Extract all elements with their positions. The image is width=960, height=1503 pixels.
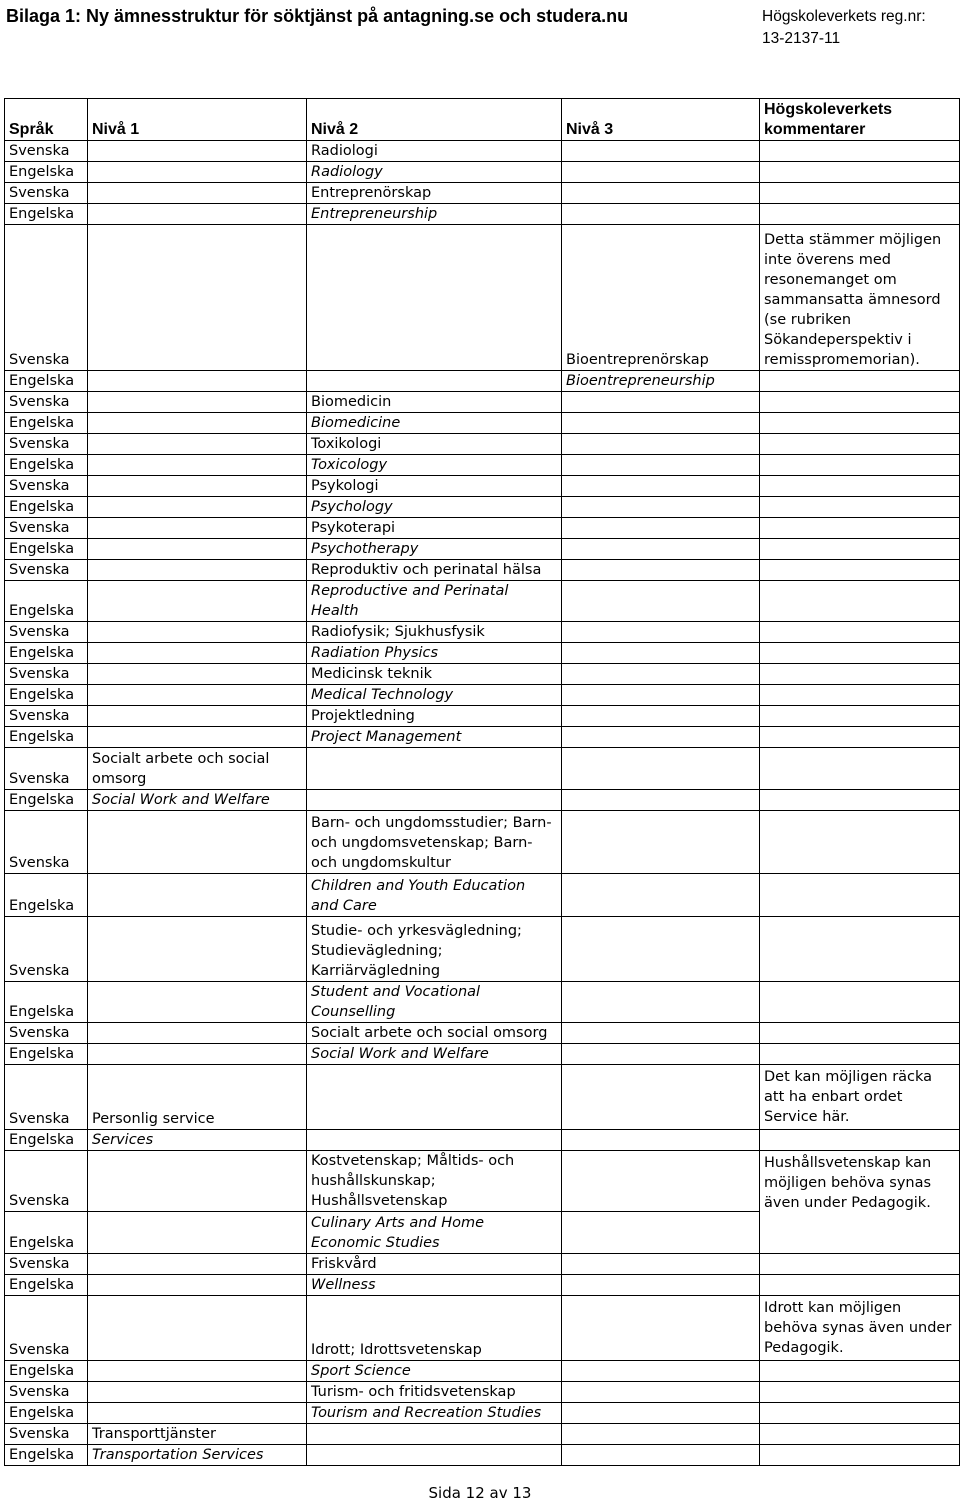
table-row [5,1275,960,1296]
level-1-cell: Transportation Services [88,1445,307,1466]
comment-cell-empty [760,183,960,204]
table-row [5,706,960,727]
page-number: Sida 12 av 13 [428,1484,532,1502]
column-header-level-3: Nivå 3 [562,99,760,141]
language-cell: Engelska [5,1130,88,1151]
level-1-cell [88,874,307,917]
level-3-cell [562,874,760,917]
comment-cell-empty [760,392,960,413]
level-3-cell [562,560,760,581]
level-3-cell [562,790,760,811]
comment-cell-empty [760,622,960,643]
level-3-cell [562,1044,760,1065]
table-row [5,225,960,371]
level-2-cell: Entreprenörskap [307,183,562,204]
level-3-cell [562,497,760,518]
level-3-cell [562,1361,760,1382]
table-row [5,204,960,225]
comment-cell-empty [760,539,960,560]
language-cell: Engelska [5,497,88,518]
level-3-cell: Bioentrepreneurship [562,371,760,392]
level-2-cell: Psykoterapi [307,518,562,539]
comment-cell: Det kan möjligen räcka att ha enbart ordet Service här. [760,1065,960,1130]
comment-cell-empty [760,982,960,1023]
language-cell: Svenska [5,1382,88,1403]
level-3-cell [562,1151,760,1212]
table-row [5,811,960,874]
table-row [5,413,960,434]
comment-cell-empty [760,1130,960,1151]
level-1-cell [88,1044,307,1065]
comment-cell-empty [760,748,960,790]
registration-label: Högskoleverkets reg.nr: [762,8,926,25]
comment-cell-empty [760,497,960,518]
level-1-cell: Social Work and Welfare [88,790,307,811]
level-1-cell: Transporttjänster [88,1424,307,1445]
comment-cell-empty [760,917,960,982]
level-3-cell [562,476,760,497]
level-1-cell [88,518,307,539]
language-cell: Svenska [5,1296,88,1361]
level-3-cell [562,727,760,748]
level-3-cell [562,811,760,874]
level-3-cell [562,706,760,727]
comment-cell-empty [760,1275,960,1296]
level-3-cell [562,581,760,622]
comment-cell-empty [760,1023,960,1044]
level-1-cell [88,560,307,581]
level-1-cell [88,225,307,371]
table-row [5,539,960,560]
table-row [5,1151,960,1212]
level-1-cell [88,1296,307,1361]
table-row [5,1065,960,1130]
language-cell: Svenska [5,917,88,982]
level-1-cell [88,413,307,434]
comment-cell-empty [760,1254,960,1275]
comment-cell-empty [760,1044,960,1065]
language-cell: Engelska [5,1275,88,1296]
table-row [5,1023,960,1044]
table-row [5,643,960,664]
language-cell: Svenska [5,434,88,455]
level-3-cell [562,183,760,204]
level-1-cell [88,183,307,204]
level-1-cell [88,1403,307,1424]
level-2-cell [307,790,562,811]
table-row [5,1403,960,1424]
level-3-cell [562,1275,760,1296]
table-row [5,560,960,581]
level-2-cell: Turism- och fritidsvetenskap [307,1382,562,1403]
level-2-cell: Reproduktiv och perinatal hälsa [307,560,562,581]
level-2-cell: Tourism and Recreation Studies [307,1403,562,1424]
level-1-cell [88,622,307,643]
language-cell: Engelska [5,1403,88,1424]
level-1-cell [88,917,307,982]
comment-cell-empty [760,790,960,811]
level-1-cell [88,1361,307,1382]
level-1-cell [88,392,307,413]
level-2-cell: Toxicology [307,455,562,476]
language-cell: Engelska [5,874,88,917]
level-1-cell [88,706,307,727]
language-cell: Svenska [5,476,88,497]
level-1-cell [88,141,307,162]
level-2-cell: Idrott; Idrottsvetenskap [307,1296,562,1361]
table-row [5,162,960,183]
level-1-cell [88,1023,307,1044]
level-2-cell: Radiologi [307,141,562,162]
level-1-cell [88,727,307,748]
table-row [5,1044,960,1065]
comment-cell-empty [760,1382,960,1403]
comment-cell-empty [760,371,960,392]
level-2-cell: Culinary Arts and Home Economic Studies [307,1212,562,1254]
level-3-cell [562,392,760,413]
level-1-cell [88,497,307,518]
comment-cell-empty [760,560,960,581]
table-row [5,1130,960,1151]
language-cell: Engelska [5,685,88,706]
language-cell: Svenska [5,392,88,413]
table-row [5,622,960,643]
level-2-cell: Radiofysik; Sjukhusfysik [307,622,562,643]
level-3-cell [562,1254,760,1275]
table-row [5,476,960,497]
comment-cell-empty [760,455,960,476]
registration-value: 13-2137-11 [762,30,841,47]
level-3-cell [562,1403,760,1424]
level-3-cell [562,917,760,982]
table-row [5,141,960,162]
level-3-cell [562,1212,760,1254]
comment-cell: Idrott kan möjligen behöva synas även under Pedagogik. [760,1296,960,1361]
language-cell: Engelska [5,371,88,392]
language-cell: Engelska [5,1044,88,1065]
language-cell: Svenska [5,706,88,727]
level-3-cell [562,1424,760,1445]
subject-structure-table [4,98,960,1466]
level-2-cell: Socialt arbete och social omsorg [307,1023,562,1044]
level-2-cell [307,1424,562,1445]
level-1-cell [88,455,307,476]
level-3-cell [562,539,760,560]
level-1-cell [88,1254,307,1275]
comment-cell-empty [760,1445,960,1466]
level-1-cell [88,476,307,497]
language-cell: Svenska [5,1023,88,1044]
level-1-cell [88,434,307,455]
table-row [5,748,960,790]
column-header-level-1: Nivå 1 [88,99,307,141]
level-3-cell [562,1445,760,1466]
language-cell: Engelska [5,413,88,434]
table-row [5,434,960,455]
table-row [5,371,960,392]
level-2-cell: Medical Technology [307,685,562,706]
comment-cell: Detta stämmer möjligen inte överens med resonemanget om sammansatta ämnesord (se rubriken Sökandeperspektiv i remisspromemorian). [760,225,960,371]
language-cell: Engelska [5,1445,88,1466]
language-cell: Engelska [5,455,88,476]
table-row [5,497,960,518]
comment-cell-empty [760,685,960,706]
level-3-cell [562,518,760,539]
level-1-cell [88,1212,307,1254]
table-row [5,874,960,917]
level-1-cell [88,811,307,874]
table-row [5,455,960,476]
table-row [5,1296,960,1361]
language-cell: Engelska [5,539,88,560]
language-cell: Svenska [5,1424,88,1445]
table-row [5,1424,960,1445]
language-cell: Engelska [5,1212,88,1254]
level-1-cell [88,204,307,225]
language-cell: Engelska [5,204,88,225]
table-row [5,1361,960,1382]
level-3-cell [562,1065,760,1130]
level-3-cell [562,455,760,476]
level-3-cell [562,1023,760,1044]
table-row [5,1445,960,1466]
column-header-level-2: Nivå 2 [307,99,562,141]
comment-cell-empty [760,141,960,162]
level-1-cell: Socialt arbete och social omsorg [88,748,307,790]
language-cell: Svenska [5,1151,88,1212]
language-cell: Svenska [5,560,88,581]
level-2-cell [307,225,562,371]
level-3-cell [562,204,760,225]
level-2-cell: Social Work and Welfare [307,1044,562,1065]
level-1-cell [88,371,307,392]
comment-cell-empty [760,1424,960,1445]
level-2-cell: Medicinsk teknik [307,664,562,685]
table-row [5,183,960,204]
level-2-cell: Toxikologi [307,434,562,455]
level-2-cell [307,371,562,392]
level-1-cell [88,162,307,183]
level-2-cell: Entrepreneurship [307,204,562,225]
comment-cell-empty [760,162,960,183]
level-2-cell [307,748,562,790]
level-3-cell [562,434,760,455]
level-2-cell: Psykologi [307,476,562,497]
table-row [5,518,960,539]
table-row [5,727,960,748]
level-3-cell [562,141,760,162]
table-row [5,581,960,622]
language-cell: Svenska [5,225,88,371]
table-row [5,1254,960,1275]
level-3-cell [562,622,760,643]
level-3-cell [562,643,760,664]
level-1-cell: Personlig service [88,1065,307,1130]
level-2-cell: Studie- och yrkesvägledning; Studievägledning; Karriärvägledning [307,917,562,982]
level-2-cell: Psychology [307,497,562,518]
document-title: Bilaga 1: Ny ämnesstruktur för söktjänst på antagning.se och studera.nu [6,6,629,26]
language-cell: Engelska [5,982,88,1023]
level-1-cell [88,1151,307,1212]
level-3-cell [562,1296,760,1361]
level-1-cell [88,643,307,664]
language-cell: Engelska [5,643,88,664]
language-cell: Engelska [5,727,88,748]
column-header-comments: Högskoleverkets kommentarer [760,99,960,141]
language-cell: Svenska [5,183,88,204]
table-row [5,392,960,413]
level-1-cell [88,1382,307,1403]
table-header-row [5,99,960,141]
level-1-cell: Services [88,1130,307,1151]
level-2-cell: Barn- och ungdomsstudier; Barn- och ungdomsvetenskap; Barn- och ungdomskultur [307,811,562,874]
level-2-cell: Psychotherapy [307,539,562,560]
comment-cell-empty [760,811,960,874]
level-3-cell [562,685,760,706]
level-2-cell: Biomedicin [307,392,562,413]
level-2-cell: Sport Science [307,1361,562,1382]
level-3-cell [562,162,760,183]
comment-cell-empty [760,643,960,664]
table-row [5,982,960,1023]
level-2-cell [307,1065,562,1130]
level-3-cell [562,1130,760,1151]
table-row [5,664,960,685]
registration-number [762,6,926,50]
table-row [5,1382,960,1403]
level-1-cell [88,664,307,685]
language-cell: Engelska [5,790,88,811]
comment-cell-empty [760,581,960,622]
language-cell: Svenska [5,664,88,685]
level-2-cell: Radiation Physics [307,643,562,664]
level-3-cell: Bioentreprenörskap [562,225,760,371]
table-row [5,685,960,706]
language-cell: Svenska [5,1254,88,1275]
comment-cell-empty [760,518,960,539]
comment-cell-empty [760,706,960,727]
comment-cell-empty [760,1361,960,1382]
comment-cell-empty [760,476,960,497]
level-1-cell [88,581,307,622]
comment-cell-empty [760,204,960,225]
language-cell: Svenska [5,622,88,643]
level-2-cell: Wellness [307,1275,562,1296]
level-2-cell [307,1130,562,1151]
level-1-cell [88,685,307,706]
table-row [5,790,960,811]
comment-cell-empty [760,874,960,917]
level-2-cell: Reproductive and Perinatal Health [307,581,562,622]
level-1-cell [88,982,307,1023]
level-2-cell [307,1445,562,1466]
level-3-cell [562,664,760,685]
level-2-cell: Kostvetenskap; Måltids- och hushållskunskap; Hushållsvetenskap [307,1151,562,1212]
level-3-cell [562,1382,760,1403]
comment-cell-empty [760,664,960,685]
language-cell: Svenska [5,811,88,874]
comment-cell-empty [760,434,960,455]
level-2-cell: Project Management [307,727,562,748]
level-3-cell [562,748,760,790]
comment-cell-empty [760,727,960,748]
language-cell: Engelska [5,581,88,622]
level-1-cell [88,1275,307,1296]
comment-cell-empty [760,413,960,434]
language-cell: Svenska [5,141,88,162]
level-2-cell: Student and Vocational Counselling [307,982,562,1023]
column-header-language: Språk [5,99,88,141]
language-cell: Svenska [5,518,88,539]
level-2-cell: Children and Youth Education and Care [307,874,562,917]
level-2-cell: Friskvård [307,1254,562,1275]
level-2-cell: Biomedicine [307,413,562,434]
language-cell: Svenska [5,748,88,790]
table-row [5,917,960,982]
level-2-cell: Radiology [307,162,562,183]
comment-cell: Hushållsvetenskap kan möjligen behöva synas även under Pedagogik. [760,1151,960,1254]
language-cell: Engelska [5,1361,88,1382]
comment-cell-empty [760,1403,960,1424]
level-3-cell [562,982,760,1023]
language-cell: Engelska [5,162,88,183]
level-2-cell: Projektledning [307,706,562,727]
language-cell: Svenska [5,1065,88,1130]
level-1-cell [88,539,307,560]
level-3-cell [562,413,760,434]
